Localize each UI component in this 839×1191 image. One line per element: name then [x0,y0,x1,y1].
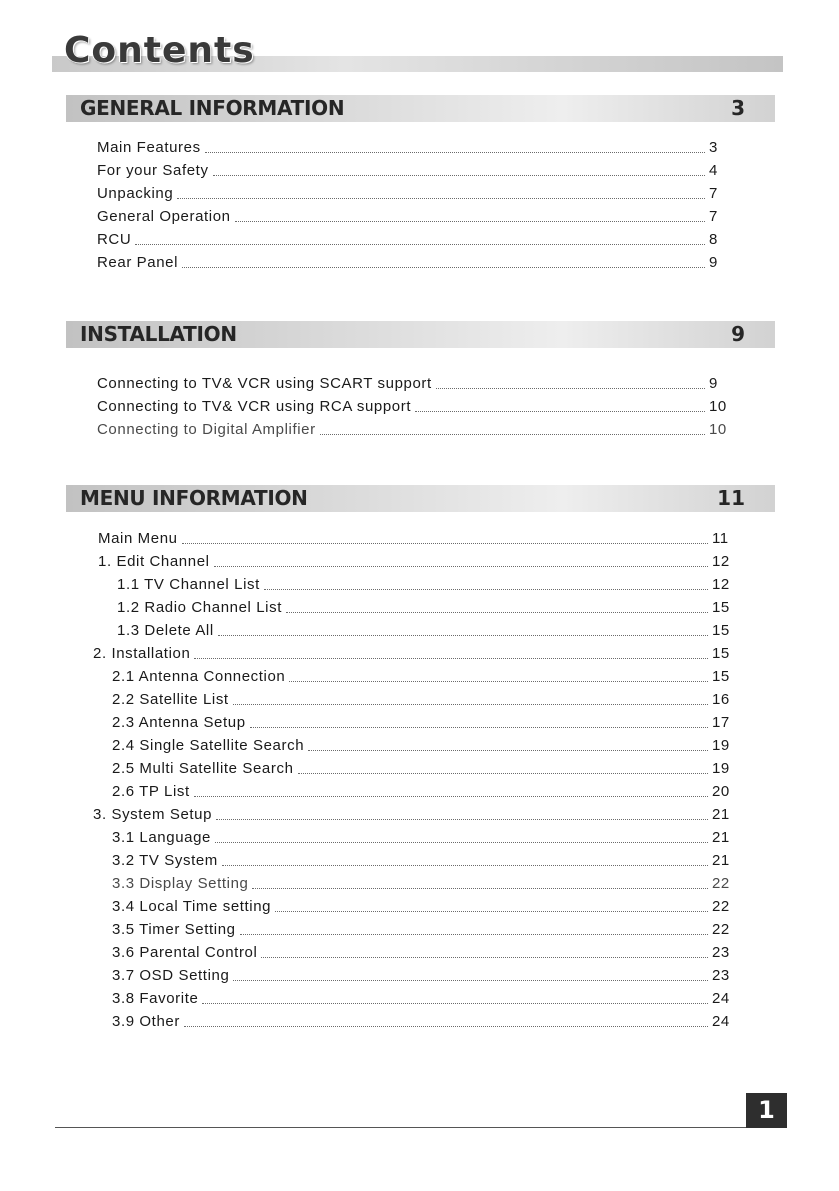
page-title: Contents [64,30,255,71]
leader-dots [235,220,705,222]
entry-label: Main Menu [98,530,178,547]
leader-dots [182,266,705,268]
entry-label: 3.3 Display Setting [112,875,249,892]
leader-dots [218,634,708,636]
toc-entry-general-operation[interactable] [97,203,739,226]
entry-page: 17 [712,714,730,731]
toc-entry-timer-setting[interactable] [112,916,742,939]
leader-dots [250,726,708,728]
toc-entry-tp-list[interactable] [112,778,742,801]
entry-label: Connecting to TV& VCR using RCA support [97,398,412,415]
toc-entry-main-menu[interactable] [98,525,742,548]
leader-dots [289,680,708,682]
entry-page: 22 [712,921,730,938]
entry-page: 23 [712,944,730,961]
section-header [66,95,775,122]
entry-page: 7 [709,185,718,202]
leader-dots [184,1025,708,1027]
entry-label: 3.7 OSD Setting [112,967,230,984]
toc-entry-osd-setting[interactable] [112,962,742,985]
entry-page: 9 [709,254,718,271]
entry-page: 15 [712,599,730,616]
section-menu-information [66,485,775,1030]
entry-page: 21 [712,852,730,869]
section-installation [66,321,775,438]
toc-entry-single-satellite-search[interactable] [112,732,742,755]
entry-label: 2.2 Satellite List [112,691,229,708]
toc-entry-rca[interactable] [97,393,739,416]
toc-entry-parental-control[interactable] [112,939,742,962]
toc-entry-other[interactable] [112,1008,742,1031]
toc-entry-system-setup[interactable] [93,801,742,824]
page-number-box: 1 [746,1093,787,1128]
leader-dots [233,703,708,705]
entry-label: Main Features [97,139,201,156]
leader-dots [222,864,708,866]
toc-entry-local-time-setting[interactable] [112,893,742,916]
entry-page: 15 [712,622,730,639]
toc-entry-rcu[interactable] [97,226,739,249]
section-title: MENU INFORMATION [80,486,308,510]
leader-dots [214,565,708,567]
entry-page: 11 [712,530,729,547]
toc-entry-for-your-safety[interactable] [97,157,739,180]
entry-label: 1.3 Delete All [117,622,214,639]
leader-dots [252,887,708,889]
entry-label: 3. System Setup [93,806,213,823]
leader-dots [194,657,708,659]
entry-label: Unpacking [97,185,174,202]
toc-entry-main-features[interactable] [97,134,739,157]
toc-entry-delete-all[interactable] [117,617,742,640]
leader-dots [261,956,708,958]
entry-page: 22 [712,875,730,892]
toc-entry-multi-satellite-search[interactable] [112,755,742,778]
leader-dots [233,979,708,981]
leader-dots [135,243,705,245]
entry-page: 9 [709,375,718,392]
leader-dots [286,611,708,613]
entry-label: 3.2 TV System [112,852,218,869]
leader-dots [194,795,708,797]
toc-entry-edit-channel[interactable] [98,548,742,571]
toc-entry-unpacking[interactable] [97,180,739,203]
leader-dots [436,387,705,389]
leader-dots [202,1002,708,1004]
toc-entry-tv-system[interactable] [112,847,742,870]
entry-page: 12 [712,553,730,570]
leader-dots [240,933,708,935]
entry-label: 3.1 Language [112,829,211,846]
leader-dots [216,818,708,820]
section-page-number: 9 [731,322,745,346]
section-page-number: 11 [717,486,745,510]
leader-dots [275,910,708,912]
entry-label: 2.1 Antenna Connection [112,668,286,685]
entry-page: 16 [712,691,730,708]
entry-label: 2.4 Single Satellite Search [112,737,305,754]
entry-label: 3.6 Parental Control [112,944,258,961]
footer-divider [55,1127,787,1128]
leader-dots [308,749,708,751]
toc-entry-installation[interactable] [93,640,742,663]
leader-dots [298,772,708,774]
entry-page: 4 [709,162,718,179]
entry-label: 3.5 Timer Setting [112,921,236,938]
entry-label: Rear Panel [97,254,179,271]
entry-label: 2.5 Multi Satellite Search [112,760,294,777]
leader-dots [264,588,708,590]
entry-page: 24 [712,990,730,1007]
leader-dots [215,841,708,843]
entry-label: General Operation [97,208,231,225]
leader-dots [205,151,705,153]
section-title: GENERAL INFORMATION [80,96,345,120]
toc-entry-scart[interactable] [97,370,739,393]
toc-entry-display-setting[interactable] [112,870,742,893]
toc-entry-satellite-list[interactable] [112,686,742,709]
entry-page: 23 [712,967,730,984]
leader-dots [177,197,705,199]
section-header [66,321,775,348]
leader-dots [320,433,705,435]
section-header [66,485,775,512]
contents-title-banner [52,30,783,74]
entry-page: 10 [709,398,727,415]
entry-page: 12 [712,576,730,593]
toc-entry-radio-channel-list[interactable] [117,594,742,617]
section-title: INSTALLATION [80,322,237,346]
entry-label: For your Safety [97,162,209,179]
toc-entry-digital-amplifier[interactable] [97,416,739,439]
entry-label: Connecting to Digital Amplifier [97,421,316,438]
section-general-information [66,95,775,271]
leader-dots [415,410,705,412]
entry-page: 21 [712,829,730,846]
leader-dots [213,174,705,176]
entry-page: 21 [712,806,730,823]
toc-entry-language[interactable] [112,824,742,847]
section-page-number: 3 [731,96,745,120]
entry-label: 1.2 Radio Channel List [117,599,282,616]
entry-page: 8 [709,231,718,248]
toc-entry-antenna-setup[interactable] [112,709,742,732]
toc-entry-tv-channel-list[interactable] [117,571,742,594]
entry-label: 2.6 TP List [112,783,190,800]
entry-page: 15 [712,645,730,662]
toc-entry-favorite[interactable] [112,985,742,1008]
entry-label: 1.1 TV Channel List [117,576,260,593]
entry-label: 2.3 Antenna Setup [112,714,246,731]
entry-page: 7 [709,208,718,225]
leader-dots [182,542,708,544]
entry-label: RCU [97,231,132,248]
toc-entry-rear-panel[interactable] [97,249,739,272]
entry-label: 2. Installation [93,645,191,662]
entry-page: 20 [712,783,730,800]
entry-page: 22 [712,898,730,915]
entry-label: 3.8 Favorite [112,990,199,1007]
entry-page: 15 [712,668,730,685]
entry-label: Connecting to TV& VCR using SCART support [97,375,432,392]
entry-label: 3.9 Other [112,1013,180,1030]
entry-page: 19 [712,760,730,777]
toc-entry-antenna-connection[interactable] [112,663,742,686]
entry-page: 24 [712,1013,730,1030]
entry-page: 19 [712,737,730,754]
entry-page: 10 [709,421,727,438]
entry-label: 1. Edit Channel [98,553,210,570]
entry-label: 3.4 Local Time setting [112,898,272,915]
entry-page: 3 [709,139,718,156]
